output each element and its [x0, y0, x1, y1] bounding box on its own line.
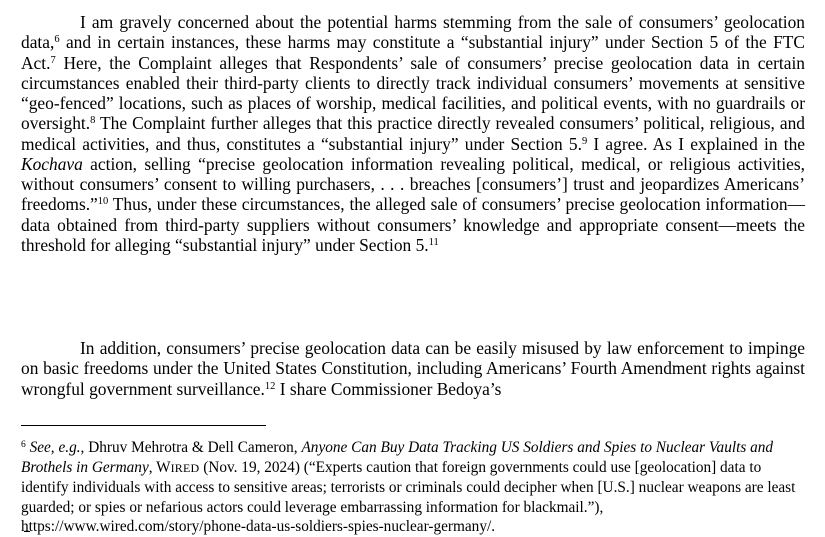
citation-authors: , Dhruv Mehrotra & Dell Cameron, [80, 439, 302, 456]
case-name-kochava: Kochava [21, 153, 83, 174]
citation-body: (Nov. 19, 2024) (“Experts caution that foreign governments could use [geolocation] data to identify individuals with access to sensitive areas; terrorists or criminals could decipher when [U.S.] nuclear weapons are least guarded; or spies or nefarious actors could leverage embarrassing information for blackmail.”), https://www.wired.com/story/phone-data-us-soldiers-spies-nuclear-germany/. [21, 458, 796, 536]
paragraph2-text-2: I share Commissioner Bedoya’s [275, 378, 502, 399]
paragraph1-text-7: Thus, under these circumstances, the alleged sale of consumers’ precise geolocation information—data obtained from third-party suppliers without consumers’ knowledge and appropriate consent—meets the threshold for alleging “substantial injury” under Section 5. [21, 194, 805, 255]
paragraph1-text-6: action, selling “precise geolocation information revealing political, medical, or religious activities, without consumers’ consent to willing purchasers, . . . breaches [consumers’] trust and jeopardizes Americans’ freedoms.” [21, 153, 805, 215]
article-title: Anyone Can Buy Data Tracking US Soldiers and Spies to Nuclear Vaults and Brothels in Germany [21, 439, 774, 476]
publication-initial: W [156, 458, 171, 476]
paragraph1-text-2: and in certain instances, these harms may constitute a “substantial injury” under Section 5 of the FTC Act. [21, 32, 805, 73]
citation-signal: See, e.g. [29, 439, 81, 456]
paragraph2-text-1: In addition, consumers’ precise geolocation data can be easily misused by law enforcement to impinge on basic freedoms under the United States Constitution, including Americans’ Fourth Amendment rights against wrongful government surveillance. [21, 338, 805, 399]
footnote-ref-7[interactable]: 7 [50, 54, 56, 66]
paragraph1-text-4: The Complaint further alleges that this practice directly revealed consumers’ political, religious, and medical activities, and thus, constitutes a “substantial injury” under Section 5. [21, 113, 805, 154]
paragraph1-text-1: I am gravely concerned about the potential harms stemming from the sale of consumers’ geolocation data, [21, 12, 805, 53]
footnote-ref-11[interactable]: 11 [428, 236, 439, 248]
footnote-marker: 6 [21, 440, 26, 450]
footnote-ref-9[interactable]: 9 [581, 135, 588, 147]
paragraph1-text-5: I agree. As I explained in the [587, 133, 805, 154]
footnote-ref-8[interactable]: 8 [90, 115, 96, 127]
citation-comma: , [148, 458, 157, 476]
footnote-ref-6[interactable]: 6 [54, 34, 60, 46]
footnote-ref-10[interactable]: 10 [97, 196, 109, 208]
body-paragraph-2 [21, 338, 805, 399]
page-edge-mark [24, 531, 30, 532]
body-paragraph-1 [21, 12, 805, 255]
footnote-6 [21, 438, 805, 537]
footnote-ref-12[interactable]: 12 [264, 380, 276, 392]
publication-smallcaps: IRED [170, 460, 200, 475]
footnote-separator [21, 425, 266, 426]
publication-name [156, 459, 199, 476]
paragraph1-text-3: Here, the Complaint alleges that Respondents’ sale of consumers’ precise geolocation data in certain circumstances enabled their third-party clients to directly track individual consumers’ movements at sensitive “geo-fenced” locations, such as places of worship, medical facilities, and political events, with no guardrails or oversight. [21, 52, 805, 134]
